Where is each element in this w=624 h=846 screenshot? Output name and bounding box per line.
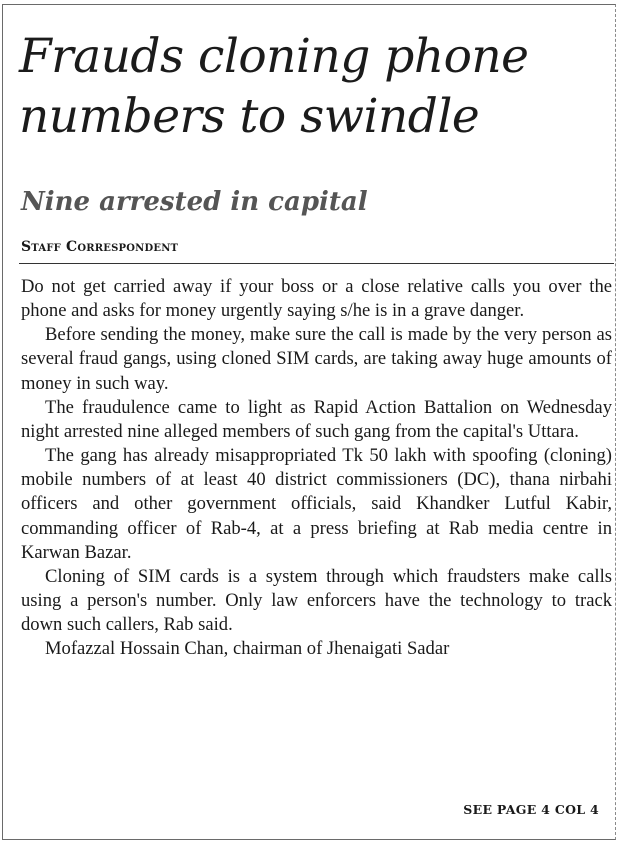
- subheadline: Nine arrested in capital: [21, 187, 368, 217]
- byline-divider: [19, 263, 614, 264]
- paragraph-3: The fraudulence came to light as Rapid Action Battalion on Wednesday night arrested nine alleged members of such gang from the capital's Uttara.: [21, 396, 612, 442]
- article-body: [21, 275, 612, 662]
- paragraph-5: Cloning of SIM cards is a system through which fraudsters make calls using a person's number. Only law enforcers have the technology to track down such callers, Rab said.: [21, 565, 612, 636]
- byline: Staff Correspondent: [21, 239, 179, 255]
- paragraph-1: Do not get carried away if your boss or a close relative calls you over the phone and asks for money urgently saying s/he is in a grave danger.: [21, 276, 612, 322]
- news-clipping: [2, 4, 616, 840]
- paragraph-4: The gang has already misappropriated Tk 50 lakh with spoofing (cloning) mobile numbers of at least 40 district commissioners (DC), thana nirbahi officers and other government officials, said Khandker Lutful Kabir, commanding officer of Rab-4, at a press briefing at Rab media centre in Karwan Bazar.: [21, 445, 612, 563]
- paragraph-2: Before sending the money, make sure the call is made by the very person as several fraud gangs, using cloned SIM cards, are taking away huge amounts of money in such way.: [21, 324, 612, 394]
- paragraph-6: Mofazzal Hossain Chan, chairman of Jhenaigati Sadar: [45, 638, 450, 660]
- headline: Frauds cloning phone numbers to swindle: [19, 29, 529, 144]
- continuation-note: SEE PAGE 4 COL 4: [463, 802, 599, 817]
